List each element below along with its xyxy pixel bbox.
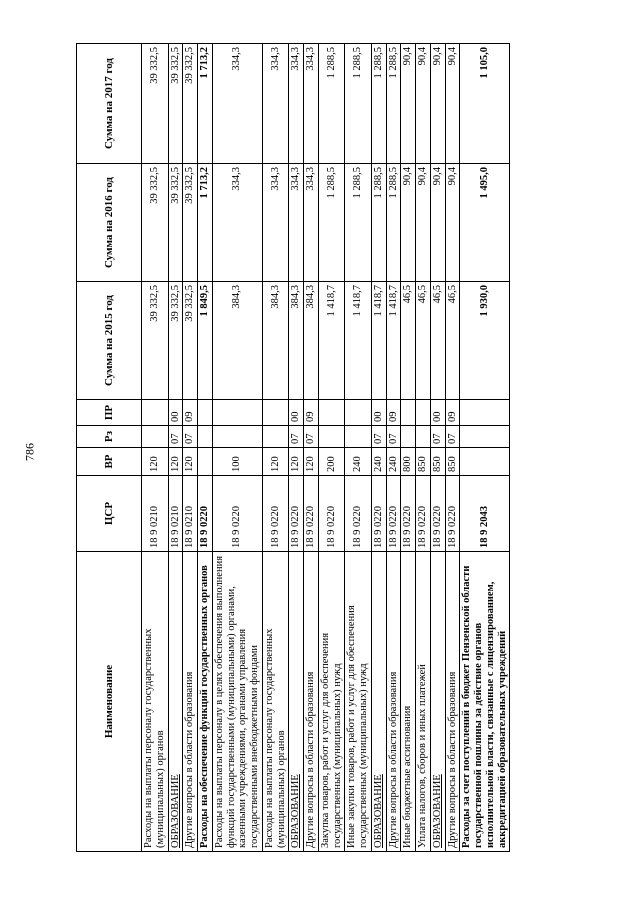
- cell-y2017: 1 288,5: [345, 44, 372, 164]
- table-row: [304, 44, 319, 852]
- cell-y2017: 1 713,2: [198, 44, 213, 164]
- cell-rz: [212, 426, 262, 448]
- cell-rz: [318, 426, 345, 448]
- cell-csr: 18 9 0220: [198, 476, 213, 552]
- cell-csr: 18 9 0220: [371, 476, 386, 552]
- cell-y2015: 1 418,7: [371, 282, 386, 400]
- cell-y2016: 90,4: [445, 164, 460, 282]
- cell-pr: 09: [445, 400, 460, 426]
- cell-name: ОБРАЗОВАНИЕ: [371, 552, 386, 852]
- cell-rz: 07: [304, 426, 319, 448]
- cell-y2015: 1 849,5: [198, 282, 213, 400]
- table-row: [168, 44, 183, 852]
- cell-y2016: 1 495,0: [460, 164, 510, 282]
- cell-csr: 18 9 0220: [318, 476, 345, 552]
- cell-name: ОБРАЗОВАНИЕ: [430, 552, 445, 852]
- header-vr: ВР: [77, 448, 142, 476]
- cell-rz: [198, 426, 213, 448]
- cell-y2016: 334,3: [304, 164, 319, 282]
- cell-y2016: 1 288,5: [318, 164, 345, 282]
- cell-vr: 240: [386, 448, 401, 476]
- table-row: [318, 44, 345, 852]
- cell-y2015: 384,3: [304, 282, 319, 400]
- cell-name: Другие вопросы в области образования: [183, 552, 198, 852]
- cell-y2016: 90,4: [430, 164, 445, 282]
- cell-y2015: 46,5: [401, 282, 416, 400]
- cell-y2015: 384,3: [212, 282, 262, 400]
- cell-y2015: 46,5: [416, 282, 431, 400]
- cell-vr: [198, 448, 213, 476]
- cell-pr: [318, 400, 345, 426]
- cell-pr: [416, 400, 431, 426]
- cell-y2015: 39 332,5: [183, 282, 198, 400]
- cell-csr: 18 9 0220: [212, 476, 262, 552]
- cell-y2015: 1 418,7: [345, 282, 372, 400]
- cell-y2015: 1 418,7: [318, 282, 345, 400]
- cell-pr: [142, 400, 169, 426]
- cell-vr: 800: [401, 448, 416, 476]
- cell-y2017: 334,3: [212, 44, 262, 164]
- cell-vr: 100: [212, 448, 262, 476]
- cell-y2017: 334,3: [304, 44, 319, 164]
- cell-vr: 850: [445, 448, 460, 476]
- table-row: [445, 44, 460, 852]
- cell-y2016: 1 288,5: [345, 164, 372, 282]
- cell-y2017: 90,4: [416, 44, 431, 164]
- cell-csr: 18 9 0210: [168, 476, 183, 552]
- cell-rz: [460, 426, 510, 448]
- header-rz: Рз: [77, 426, 142, 448]
- cell-pr: [345, 400, 372, 426]
- cell-pr: [460, 400, 510, 426]
- cell-name: ОБРАЗОВАНИЕ: [289, 552, 304, 852]
- cell-name: Другие вопросы в области образования: [445, 552, 460, 852]
- cell-csr: 18 9 0220: [345, 476, 372, 552]
- cell-pr: 00: [371, 400, 386, 426]
- cell-pr: [212, 400, 262, 426]
- cell-rz: 07: [445, 426, 460, 448]
- cell-csr: 18 9 0220: [445, 476, 460, 552]
- table-row: [386, 44, 401, 852]
- cell-name: Расходы на выплаты персоналу государственных (муниципальных) органов: [142, 552, 169, 852]
- cell-y2016: 1 713,2: [198, 164, 213, 282]
- cell-csr: 18 9 0220: [304, 476, 319, 552]
- table-row: [183, 44, 198, 852]
- cell-pr: 09: [183, 400, 198, 426]
- cell-csr: 18 9 2043: [460, 476, 510, 552]
- cell-csr: 18 9 0220: [289, 476, 304, 552]
- cell-pr: 00: [289, 400, 304, 426]
- cell-rz: 07: [430, 426, 445, 448]
- table-row: [430, 44, 445, 852]
- cell-y2015: 1 418,7: [386, 282, 401, 400]
- cell-y2015: 39 332,5: [142, 282, 169, 400]
- cell-y2015: 384,3: [289, 282, 304, 400]
- cell-y2015: 1 930,0: [460, 282, 510, 400]
- cell-y2016: 334,3: [289, 164, 304, 282]
- cell-y2016: 334,3: [262, 164, 289, 282]
- cell-csr: 18 9 0220: [401, 476, 416, 552]
- header-csr: ЦСР: [77, 476, 142, 552]
- table-row: [289, 44, 304, 852]
- cell-vr: 850: [416, 448, 431, 476]
- cell-csr: 18 9 0220: [386, 476, 401, 552]
- cell-vr: 850: [430, 448, 445, 476]
- cell-y2017: 90,4: [445, 44, 460, 164]
- cell-name: Расходы на выплаты персоналу в целях обеспечения выполнения функций государственными (муниципальными) органами, казенными учреждениями, органами управления государственными внебюджетными фондами: [212, 552, 262, 852]
- cell-rz: 07: [386, 426, 401, 448]
- cell-y2016: 334,3: [212, 164, 262, 282]
- cell-rz: 07: [183, 426, 198, 448]
- header-pr: ПР: [77, 400, 142, 426]
- header-name: Наименование: [77, 552, 142, 852]
- budget-table: [76, 43, 510, 852]
- cell-name: Другие вопросы в области образования: [304, 552, 319, 852]
- cell-name: Расходы на выплаты персоналу государственных (муниципальных) органов: [262, 552, 289, 852]
- cell-vr: 120: [262, 448, 289, 476]
- cell-rz: 07: [371, 426, 386, 448]
- cell-y2017: 39 332,5: [168, 44, 183, 164]
- header-2017: Сумма на 2017 год: [77, 44, 142, 164]
- cell-vr: 120: [183, 448, 198, 476]
- table-row: [262, 44, 289, 852]
- cell-rz: [401, 426, 416, 448]
- cell-rz: [142, 426, 169, 448]
- cell-y2017: 90,4: [430, 44, 445, 164]
- cell-rz: 07: [168, 426, 183, 448]
- cell-y2016: 1 288,5: [371, 164, 386, 282]
- header-2016: Сумма на 2016 год: [77, 164, 142, 282]
- cell-pr: 00: [168, 400, 183, 426]
- cell-vr: 120: [168, 448, 183, 476]
- table-header-row: [77, 44, 142, 852]
- cell-vr: 120: [304, 448, 319, 476]
- cell-pr: [198, 400, 213, 426]
- header-2015: Сумма на 2015 год: [77, 282, 142, 400]
- cell-pr: 09: [304, 400, 319, 426]
- cell-y2017: 1 105,0: [460, 44, 510, 164]
- cell-y2016: 39 332,5: [142, 164, 169, 282]
- cell-csr: 18 9 0210: [142, 476, 169, 552]
- cell-y2017: 1 288,5: [318, 44, 345, 164]
- cell-y2017: 334,3: [262, 44, 289, 164]
- cell-y2017: 90,4: [401, 44, 416, 164]
- cell-vr: 240: [371, 448, 386, 476]
- cell-pr: [262, 400, 289, 426]
- cell-pr: 09: [386, 400, 401, 426]
- cell-y2016: 39 332,5: [183, 164, 198, 282]
- cell-y2015: 46,5: [430, 282, 445, 400]
- table-row: [416, 44, 431, 852]
- cell-y2016: 90,4: [416, 164, 431, 282]
- cell-y2015: 384,3: [262, 282, 289, 400]
- table-row: [345, 44, 372, 852]
- cell-y2016: 1 288,5: [386, 164, 401, 282]
- cell-name: Расходы на обеспечение функций государственных органов: [198, 552, 213, 852]
- cell-vr: [460, 448, 510, 476]
- rotated-table-container: [76, 44, 552, 852]
- cell-pr: [401, 400, 416, 426]
- cell-y2016: 39 332,5: [168, 164, 183, 282]
- cell-csr: 18 9 0220: [430, 476, 445, 552]
- cell-y2017: 1 288,5: [386, 44, 401, 164]
- cell-y2017: 1 288,5: [371, 44, 386, 164]
- cell-rz: [262, 426, 289, 448]
- cell-rz: [345, 426, 372, 448]
- page-number: 786: [22, 443, 37, 461]
- cell-name: Иные бюджетные ассигнования: [401, 552, 416, 852]
- table-row: [460, 44, 510, 852]
- table-row: [198, 44, 213, 852]
- cell-vr: 120: [142, 448, 169, 476]
- table-row: [212, 44, 262, 852]
- cell-name: Закупка товаров, работ и услуг для обеспечения государственных (муниципальных) нужд: [318, 552, 345, 852]
- cell-y2017: 39 332,5: [142, 44, 169, 164]
- cell-name: ОБРАЗОВАНИЕ: [168, 552, 183, 852]
- table-body: [142, 44, 510, 852]
- cell-y2017: 334,3: [289, 44, 304, 164]
- table-row: [371, 44, 386, 852]
- cell-rz: 07: [289, 426, 304, 448]
- cell-rz: [416, 426, 431, 448]
- cell-y2015: 46,5: [445, 282, 460, 400]
- cell-csr: 18 9 0220: [262, 476, 289, 552]
- table-row: [142, 44, 169, 852]
- cell-y2015: 39 332,5: [168, 282, 183, 400]
- cell-name: Иные закупки товаров, работ и услуг для обеспечения государственных (муниципальных) нужд: [345, 552, 372, 852]
- cell-csr: 18 9 0220: [416, 476, 431, 552]
- cell-vr: 200: [318, 448, 345, 476]
- cell-name: Расходы за счет поступлений в бюджет Пензенской области государственной пошлины за действие органов исполнительной власти, связанные с лицензированием, аккредитацией образовательных учреждений: [460, 552, 510, 852]
- table-row: [401, 44, 416, 852]
- cell-vr: 240: [345, 448, 372, 476]
- cell-y2017: 39 332,5: [183, 44, 198, 164]
- cell-name: Другие вопросы в области образования: [386, 552, 401, 852]
- cell-name: Уплата налогов, сборов и иных платежей: [416, 552, 431, 852]
- cell-pr: 00: [430, 400, 445, 426]
- cell-csr: 18 9 0210: [183, 476, 198, 552]
- cell-vr: 120: [289, 448, 304, 476]
- cell-y2016: 90,4: [401, 164, 416, 282]
